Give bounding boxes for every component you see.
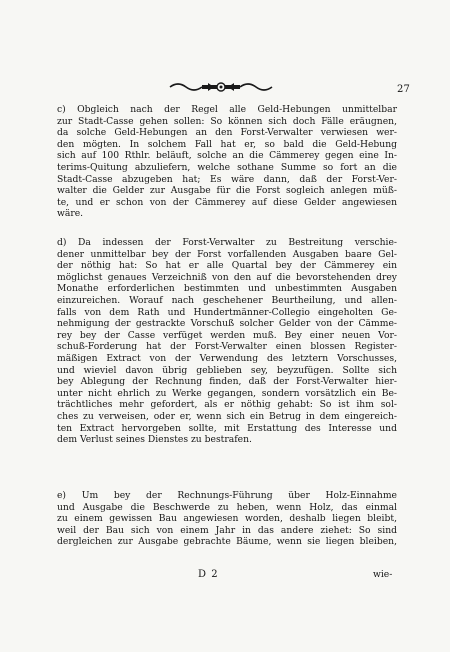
text-line: weil der Bau sich von einem Jahr in das andere ziehet: So sind — [57, 524, 397, 536]
text-line: und wieviel davon übrig geblieben sey, beyzufügen. Sollte sich — [57, 364, 397, 376]
text-line: zur Stadt-Casse gehen sollen: So können sich doch Fälle eräugnen, — [57, 115, 397, 127]
text-line: nehmigung der gestrackte Vorschuß solcher Gelder von der Cämme- — [57, 318, 397, 330]
text-line: rey bey der Casse verfüget werden muß. Bey einer neuen Vor- — [57, 329, 397, 341]
text-line: terims-Quitung abzuliefern, welche sothane Summe so fort an die — [57, 161, 397, 173]
text-line: trächtliches mehr gefordert, als er nöthig gehabt: So ist ihm sol- — [57, 399, 397, 411]
text-line: ches zu verweisen, oder er, wenn sich ein Betrug in dem eingereich- — [57, 410, 397, 422]
text-line: wäre. — [57, 208, 84, 220]
catchword: wie- — [373, 569, 393, 580]
text-line: dener unmittelbar bey der Forst vorfallenden Ausgaben baare Gel- — [57, 248, 397, 260]
paragraph-c — [57, 104, 397, 220]
header-ornament-icon — [168, 80, 274, 94]
text-line: Stadt-Casse abzugeben hat; Es wäre dann, daß der Forst-Ver- — [57, 173, 397, 185]
page-number: 27 — [397, 84, 411, 95]
text-line: möglichst genaues Verzeichniß von den auf die bevorstehenden drey — [57, 271, 397, 283]
text-line: der nöthig hat: So hat er alle Quartal bey der Cämmerey ein — [57, 260, 397, 272]
signature-mark: D 2 — [198, 569, 219, 580]
text-line: mäßigen Extract von der Verwendung des letztern Vorschusses, — [57, 352, 397, 364]
text-line: dem Verlust seines Dienstes zu bestrafen. — [57, 434, 252, 446]
text-line: sich auf 100 Rthlr. beläuft, solche an die Cämmerey gegen eine In- — [57, 150, 397, 162]
text-line: den mögten. In solchem Fall hat er, so bald die Geld-Hebung — [57, 138, 397, 150]
paragraph-e — [57, 490, 397, 548]
text-line: te, und er schon von der Cämmerey auf diese Gelder angewiesen — [57, 196, 397, 208]
text-line: c) Obgleich nach der Regel alle Geld-Hebungen unmittelbar — [57, 104, 397, 115]
text-line: zu einem gewissen Bau angewiesen worden, deshalb liegen bleibt, — [57, 513, 397, 525]
text-line: bey Ablegung der Rechnung finden, daß der Forst-Verwalter hier- — [57, 376, 397, 388]
paragraph-d — [57, 237, 397, 446]
text-line: Monathe erforderlichen bestimmten und unbestimmten Ausgaben — [57, 283, 397, 295]
text-line: ten Extract hervorgeben sollte, mit Erstattung des Interesse und — [57, 422, 397, 434]
text-line: falls von dem Rath und Hundertmänner-Collegio eingeholten Ge- — [57, 306, 397, 318]
text-line: dergleichen zur Ausgabe gebrachte Bäume, wenn sie liegen bleiben, — [57, 536, 397, 548]
text-line: d) Da indessen der Forst-Verwalter zu Bestreitung verschie- — [57, 237, 397, 248]
text-line: und Ausgabe die Beschwerde zu heben, wenn Holz, das einmal — [57, 501, 397, 513]
text-line: schuß-Forderung hat der Forst-Verwalter einen blossen Register- — [57, 341, 397, 353]
text-line: walter die Gelder zur Ausgabe für die Forst sogleich anlegen müß- — [57, 185, 397, 197]
text-line: einzureichen. Worauf nach geschehener Beurtheilung, und allen- — [57, 294, 397, 306]
text-line: e) Um bey der Rechnungs-Führung über Holz-Einnahme — [57, 490, 397, 501]
text-line: unter nicht ehrlich zu Werke gegangen, sondern vorsätzlich ein Be- — [57, 387, 397, 399]
text-line: da solche Geld-Hebungen an den Forst-Verwalter verwiesen wer- — [57, 127, 397, 139]
